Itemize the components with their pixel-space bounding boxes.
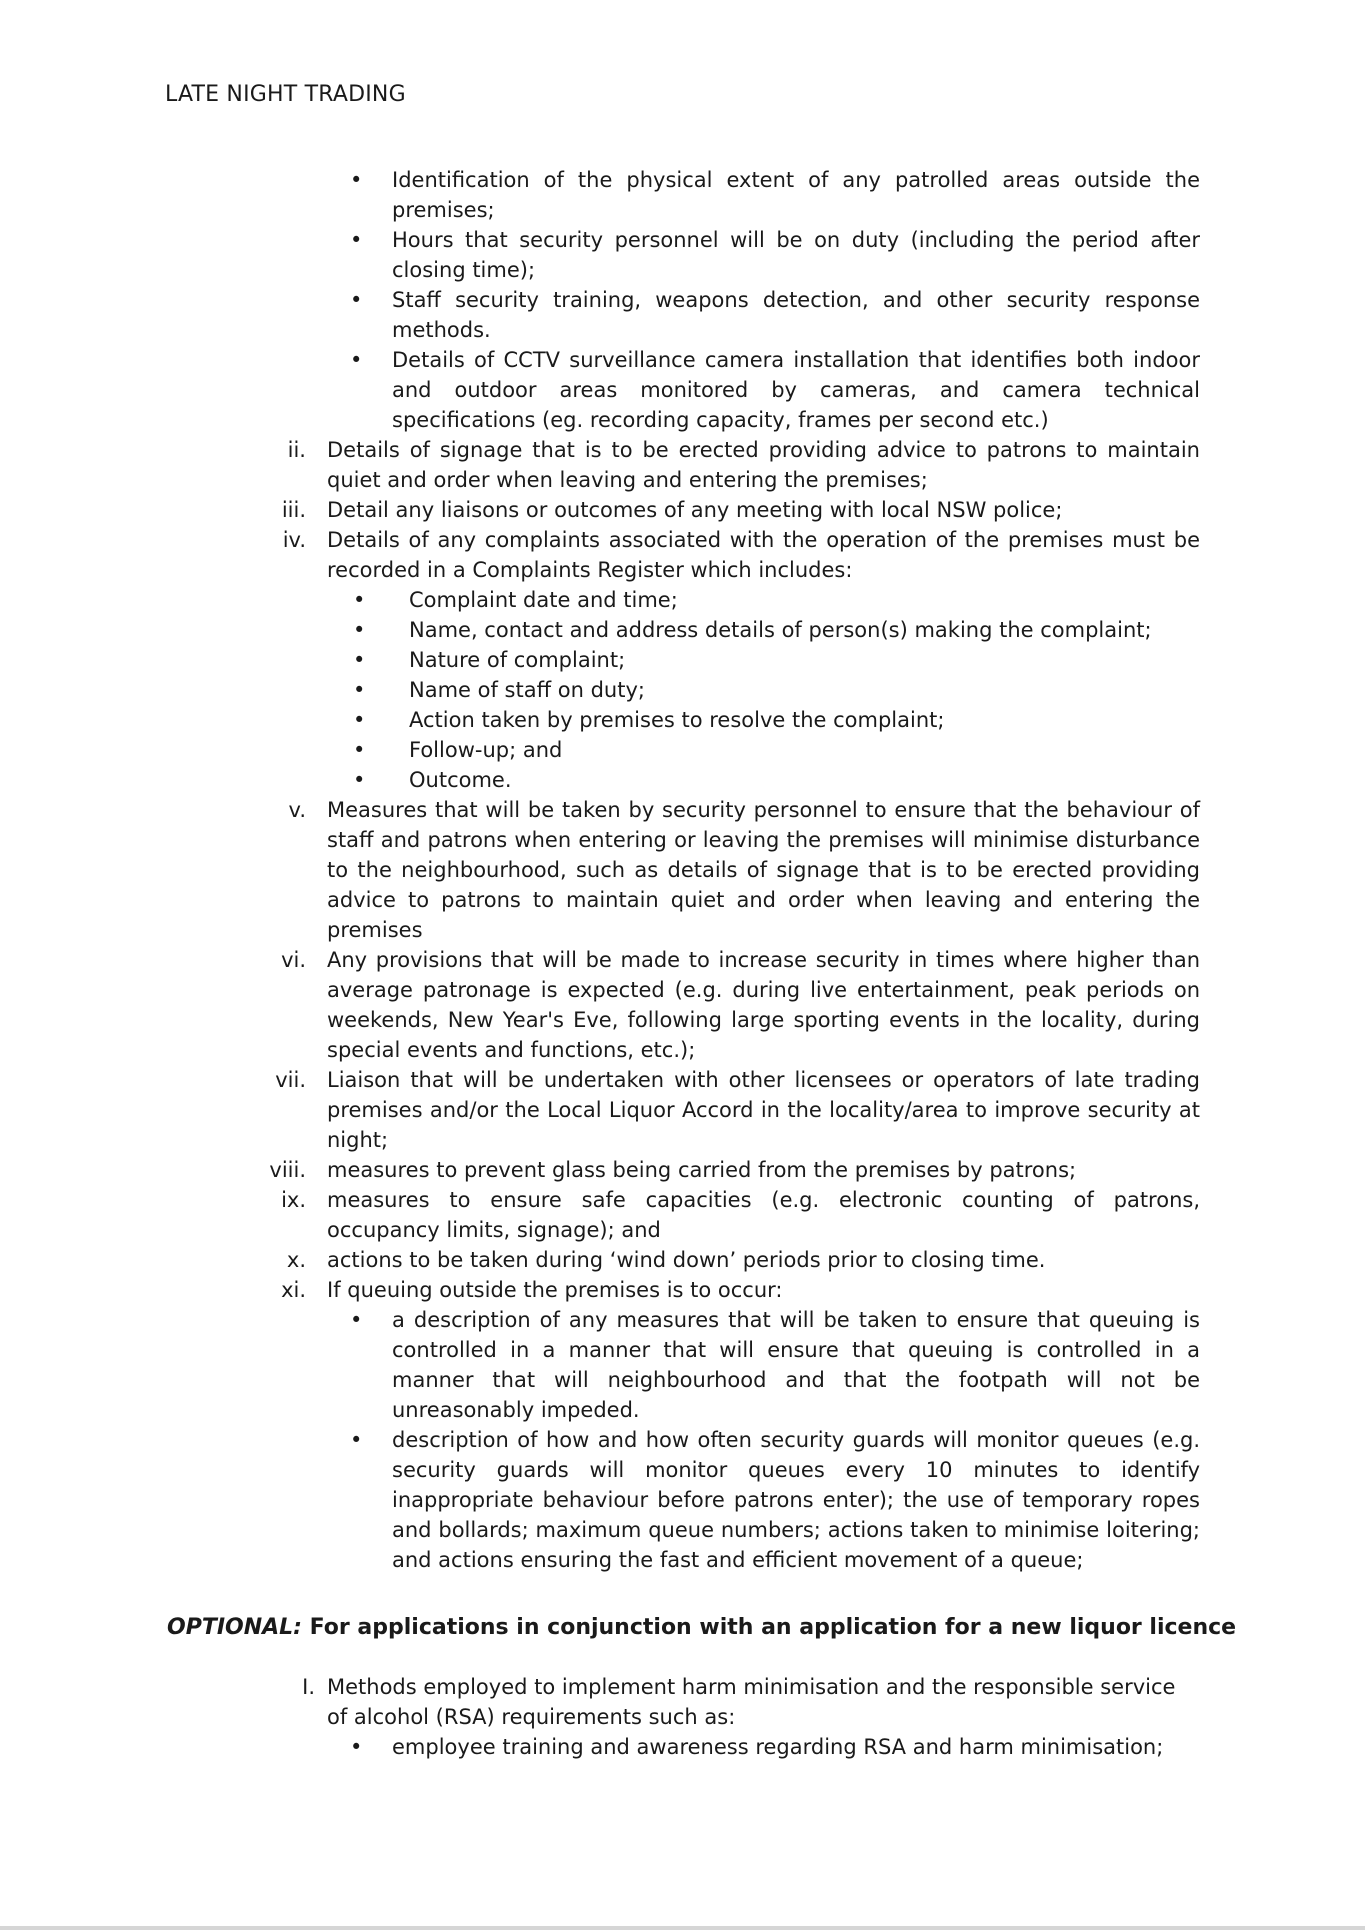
bullet-icon: •: [350, 168, 363, 192]
item-text: Details of signage that is to be erected providing advice to patrons to maintain quiet and order when leaving and entering the premises;: [327, 438, 1200, 492]
list-item-text: Follow-up; and: [409, 738, 563, 762]
item-numeral: viii.: [269, 1158, 306, 1182]
numbered-item: [0, 435, 1365, 495]
bullet-icon: •: [353, 738, 366, 762]
list-item-text: Outcome.: [409, 768, 512, 792]
list-item: [0, 1305, 1365, 1425]
list-item: [0, 285, 1365, 345]
optional-section: [0, 1672, 1365, 1762]
item-text: If queuing outside the premises is to occur:: [327, 1278, 783, 1302]
item-text: Measures that will be taken by security personnel to ensure that the behaviour of staff and patrons when entering or leaving the premises will minimise disturbance to the neighbourhood, such as details of signage that is to be erected providing advice to patrons to maintain quiet and order when leaving and entering the premises: [327, 798, 1200, 942]
numbered-item: [0, 1185, 1365, 1245]
numbered-item: [0, 1065, 1365, 1155]
list-item-text: Staff security training, weapons detection, and other security response methods.: [392, 288, 1200, 342]
section-heading-text: For applications in conjunction with an application for a new liquor licence: [301, 1615, 1237, 1640]
list-item: [0, 225, 1365, 285]
item-text: Details of any complaints associated with the operation of the premises must be recorded in a Complaints Register which includes:: [327, 528, 1200, 582]
list-item-text: a description of any measures that will be taken to ensure that queuing is controlled in a manner that will ensure that queuing is controlled in a manner that will neighbourhood and that the footpath will not be unreasonably impeded.: [392, 1308, 1200, 1422]
item-numeral: iii.: [281, 498, 306, 522]
list-item-text: Name of staff on duty;: [409, 678, 645, 702]
item-numeral: ix.: [281, 1188, 306, 1212]
item-text: Any provisions that will be made to increase security in times where higher than average patronage is expected (e.g. during live entertainment, peak periods on weekends, New Year's Eve, following large sporting events in the locality, during special events and functions, etc.);: [327, 948, 1200, 1062]
list-item-text: Name, contact and address details of person(s) making the complaint;: [409, 618, 1152, 642]
numbered-item: [0, 1672, 1365, 1732]
page-edge-divider: [0, 1926, 1365, 1930]
list-item: [0, 345, 1365, 435]
bullet-icon: •: [350, 1428, 363, 1452]
list-item-text: Identification of the physical extent of any patrolled areas outside the premises;: [392, 168, 1200, 222]
list-item: [0, 735, 1365, 765]
item-numeral: ii.: [287, 438, 306, 462]
list-item: [0, 165, 1365, 225]
bullet-icon: •: [353, 678, 366, 702]
item-numeral: I.: [302, 1675, 315, 1699]
optional-label: OPTIONAL:: [167, 1615, 302, 1640]
item-numeral: xi.: [281, 1278, 306, 1302]
list-item-text: Details of CCTV surveillance camera installation that identifies both indoor and outdoor areas monitored by cameras, and camera technical specifications (eg. recording capacity, frames per second etc.): [392, 348, 1200, 432]
list-item: [0, 675, 1365, 705]
list-item-text: employee training and awareness regarding RSA and harm minimisation;: [392, 1735, 1164, 1759]
numbered-item: [0, 945, 1365, 1065]
item-numeral: iv.: [282, 528, 306, 552]
numbered-item: [0, 1155, 1365, 1185]
section-heading: [167, 1613, 1236, 1643]
item-text: Methods employed to implement harm minimisation and the responsible service of alcohol (RSA) requirements such as:: [327, 1675, 1176, 1729]
bullet-icon: •: [350, 1735, 363, 1759]
numbered-item: [0, 1275, 1365, 1305]
list-item: [0, 615, 1365, 645]
document-body: [0, 165, 1365, 1575]
item-numeral: vi.: [281, 948, 306, 972]
numbered-item: [0, 525, 1365, 585]
bullet-icon: •: [353, 768, 366, 792]
page-header: LATE NIGHT TRADING: [165, 82, 406, 107]
numbered-item: [0, 495, 1365, 525]
bullet-icon: •: [350, 288, 363, 312]
item-text: actions to be taken during ‘wind down’ periods prior to closing time.: [327, 1248, 1046, 1272]
bullet-icon: •: [353, 588, 366, 612]
list-item-text: Nature of complaint;: [409, 648, 626, 672]
item-text: measures to prevent glass being carried from the premises by patrons;: [327, 1158, 1077, 1182]
list-item-text: Complaint date and time;: [409, 588, 678, 612]
list-item: [0, 705, 1365, 735]
list-item: [0, 765, 1365, 795]
item-text: measures to ensure safe capacities (e.g. electronic counting of patrons, occupancy limits, signage); and: [327, 1188, 1200, 1242]
list-item: [0, 1425, 1365, 1575]
list-item: [0, 645, 1365, 675]
bullet-icon: •: [350, 1308, 363, 1332]
bullet-icon: •: [353, 708, 366, 732]
list-item: [0, 585, 1365, 615]
bullet-icon: •: [353, 648, 366, 672]
bullet-icon: •: [353, 618, 366, 642]
item-numeral: vii.: [275, 1068, 306, 1092]
list-item-text: Action taken by premises to resolve the complaint;: [409, 708, 945, 732]
numbered-item: [0, 1245, 1365, 1275]
item-numeral: v.: [288, 798, 306, 822]
item-text: Detail any liaisons or outcomes of any meeting with local NSW police;: [327, 498, 1063, 522]
list-item-text: description of how and how often security guards will monitor queues (e.g. security guards will monitor queues every 10 minutes to identify inappropriate behaviour before patrons enter); the use of temporary ropes and bollards; maximum queue numbers; actions taken to minimise loitering; and actions ensuring the fast and efficient movement of a queue;: [392, 1428, 1200, 1572]
numbered-item: [0, 795, 1365, 945]
bullet-icon: •: [350, 228, 363, 252]
bullet-icon: •: [350, 348, 363, 372]
item-text: Liaison that will be undertaken with other licensees or operators of late trading premises and/or the Local Liquor Accord in the locality/area to improve security at night;: [327, 1068, 1200, 1152]
list-item-text: Hours that security personnel will be on duty (including the period after closing time);: [392, 228, 1200, 282]
item-numeral: x.: [286, 1248, 306, 1272]
list-item: [0, 1732, 1365, 1762]
